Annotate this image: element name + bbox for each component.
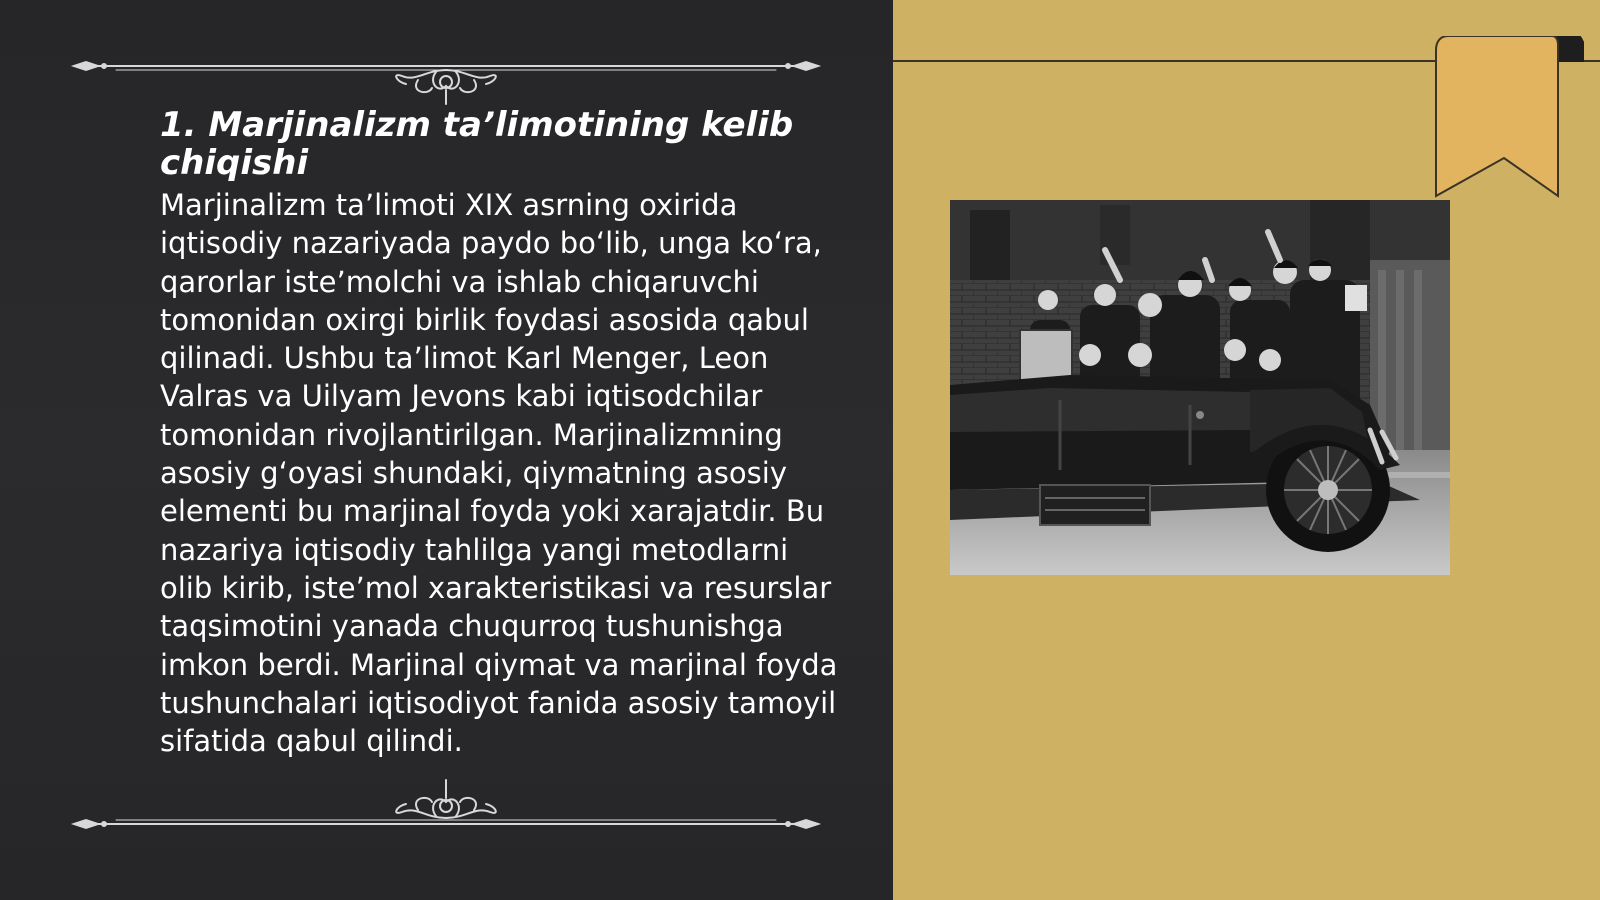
slide-title: 1. Marjinalizm ta’limotining kelib chiqishi — [160, 105, 794, 183]
top-ornament-icon — [66, 46, 826, 106]
slide-body-text: Marjinalizm ta’limoti XIX asrning oxirida iqtisodiy nazariyada paydo bo‘lib, unga ko‘ra, qarorlar iste’molchi va ishlab chiqaruvchi tomonidan oxirgi birlik foydasi asosida qabul qilinadi. Ushbu ta’limot Karl Menger, Leon Valras va Uilyam Jevons kabi iqtisodchilar tomonidan rivojlantirilgan. Marjinalizmning asosiy g‘oyasi shundaki, qiymatning asosiy elementi bu marjinal foyda yoki xarajatdir. Bu nazariya iqtisodiy tahlilga yangi metodlarni olib kirib, iste’mol xarakteristikasi va resurslar taqsimotini yanada chuqurroq tushunishga imkon berdi. Marjinal qiymat va marjinal foyda tushunchalari iqtisodiyot fanida asosiy tamoyil sifatida qabul qilindi. — [160, 188, 838, 759]
vintage-car-photo — [950, 200, 1450, 575]
photo-image — [950, 200, 1450, 575]
bookmark-icon — [1434, 36, 1584, 201]
bottom-ornament-icon — [66, 774, 826, 834]
